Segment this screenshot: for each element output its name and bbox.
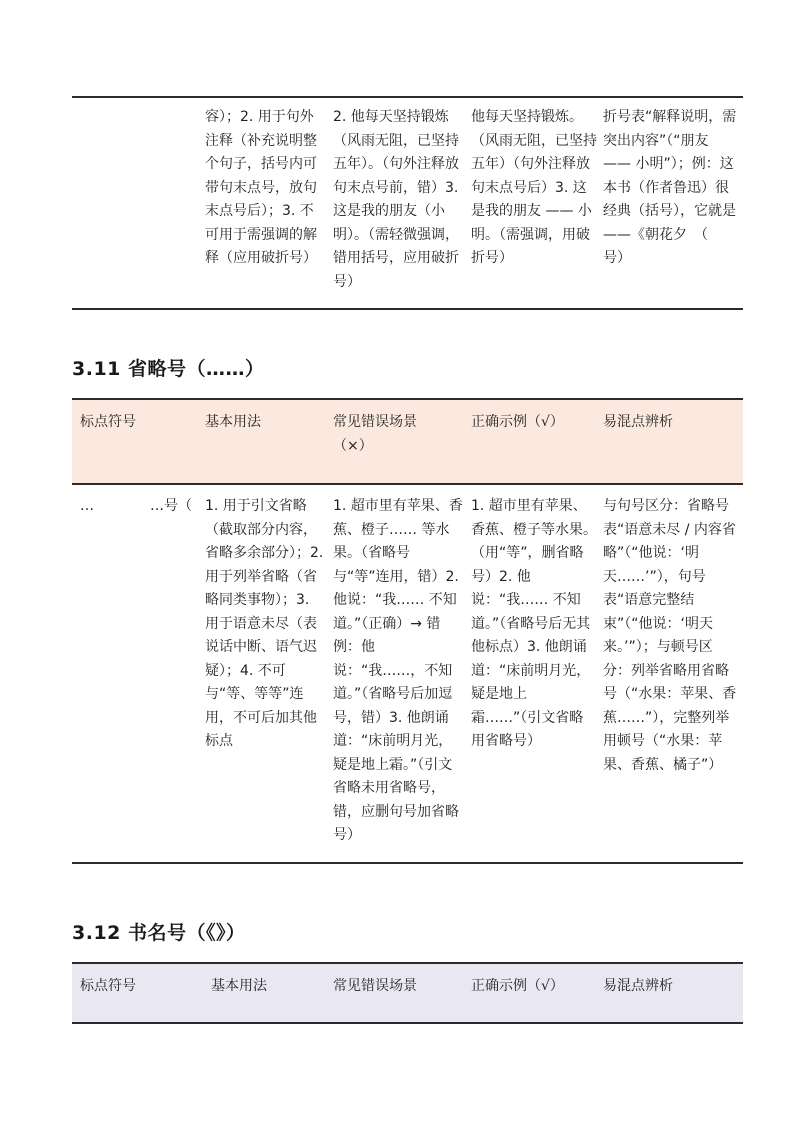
table-cell-errors: 2. 他每天坚持锻炼（风雨无阻，已坚持五年）。（句外注释放句末点号前，错）3. 这是我的朋友（小明）。（需轻微强调，错用括号，应用破折号）	[333, 109, 459, 290]
table-cell-confusion: 折号表“解释说明，需突出内容”（“朋友 —— 小明”）；例：这本书（作者鲁迅）很经典（括号），它就是 ——《朝花夕 （ 号）	[603, 109, 737, 266]
table-cell-usage: 容）；2. 用于句外注释（补充说明整个句子，括号内可带句末点号，放句末点号后）；3. 不可用于需强调的解释（应用破折号）	[205, 109, 317, 266]
table-cell-correct: 他每天坚持锻炼。（风雨无阻，已坚持五年）（句外注释放句末点号后）3. 这是我的朋友 —— 小明。（需强调，用破折号）	[471, 109, 597, 266]
header-punctuation: 标点符号	[80, 978, 136, 994]
header-correct: 正确示例（√）	[471, 414, 564, 430]
table-cell-usage: 1. 用于引文省略（截取部分内容，省略多余部分）；2. 用于列举省略（省略同类事物）；3. 用于语意未尽（表说话中断、语气迟疑）；4. 不可与“等、等等”连用，不可后加其他标点	[205, 498, 324, 749]
header-errors: 常见错误场景	[333, 978, 417, 994]
header-confusion: 易混点辨析	[603, 414, 673, 430]
table-cell-empty	[72, 97, 205, 309]
table-header-row	[72, 963, 743, 1023]
header-usage: 基本用法	[205, 414, 261, 430]
section-title-312: 3.12 书名号（《》）	[72, 922, 246, 944]
table-310-continuation	[72, 96, 743, 310]
table-311	[72, 398, 743, 864]
table-header-row	[72, 399, 743, 484]
header-correct: 正确示例（√）	[471, 978, 564, 994]
table-cell-errors: 1. 超市里有苹果、香蕉、橙子…… 等水果。（省略号与“等”连用，错）2. 他说：“我…… 不知道。”（正确）→ 错例：他说：“我……，不知道。”（省略号后加逗号，错）3. 他朗诵道：“床前明月光，疑是地上霜。”（引文省略未用省略号，错，应删句号加省略号）	[333, 498, 463, 843]
table-row	[72, 484, 743, 863]
header-usage: 基本用法	[211, 978, 267, 994]
table-312	[72, 962, 743, 1024]
table-cell-symbol: … …号（	[80, 498, 192, 514]
header-errors: 常见错误场景（×）	[333, 414, 417, 454]
header-confusion: 易混点辨析	[603, 978, 673, 994]
table-row	[72, 97, 743, 309]
table-cell-confusion: 与句号区分：省略号表“语意未尽 / 内容省略”（“他说：‘明天……’”），句号表“语意完整结束”（“他说：‘明天来。’”）；与顿号区分：列举省略用省略号（“水果：苹果、香蕉……”），完整列举用顿号（“水果：苹果、香蕉、橘子”）	[603, 498, 737, 773]
table-cell-correct: 1. 超市里有苹果、香蕉、橙子等水果。（用“等”，删省略号）2. 他说：“我…… 不知道。”（省略号后无其他标点）3. 他朗诵道：“床前明月光，疑是地上霜……”（引文省略用省略号）	[471, 498, 597, 749]
section-title-311: 3.11 省略号（……）	[72, 358, 265, 380]
header-punctuation: 标点符号	[80, 414, 136, 430]
